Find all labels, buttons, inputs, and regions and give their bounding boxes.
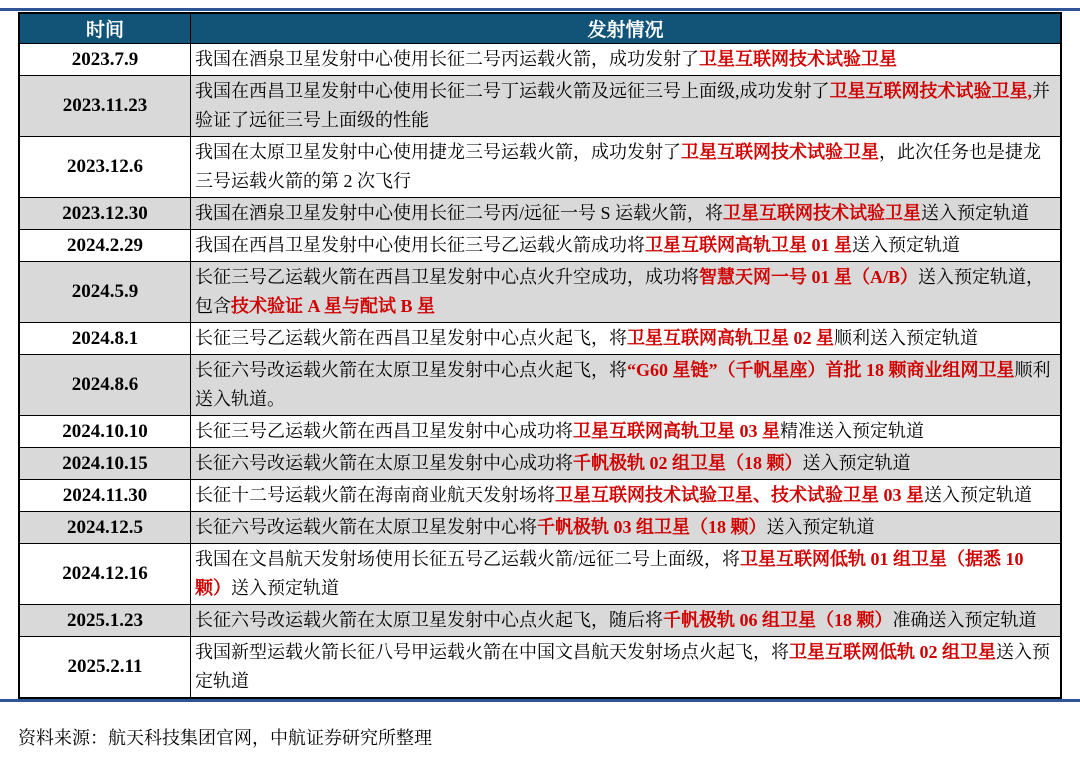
plain-text: 我国在西昌卫星发射中心使用长征三号乙运载火箭成功将 <box>195 235 645 255</box>
table-row <box>19 416 1061 448</box>
plain-text: 我国在酒泉卫星发射中心使用长征二号丙运载火箭，成功发射了 <box>195 49 699 69</box>
column-header-launch-detail: 发射情况 <box>191 13 1062 44</box>
launch-date: 2024.10.15 <box>19 448 191 480</box>
launch-date: 2025.2.11 <box>19 637 191 699</box>
launch-date: 2024.5.9 <box>19 262 191 323</box>
highlighted-satellite-text: 卫星互联网低轨 01 组卫星（据悉 10 颗） <box>195 549 1024 598</box>
plain-text: 顺利送入预定轨道 <box>834 328 978 348</box>
highlighted-satellite-text: 千帆极轨 03 组卫星（18 颗） <box>537 517 767 537</box>
plain-text: 长征六号改运载火箭在太原卫星发射中心点火起飞，将 <box>195 360 627 380</box>
highlighted-satellite-text: 卫星互联网技术试验卫星, <box>829 81 1032 101</box>
plain-text: 送入预定轨道，包含 <box>195 267 1045 316</box>
table-row <box>19 448 1061 480</box>
highlighted-satellite-text: 卫星互联网高轨卫星 02 星 <box>627 328 834 348</box>
plain-text: 我国在酒泉卫星发射中心使用长征二号丙/远征一号 S 运载火箭，将 <box>195 203 724 223</box>
table-row <box>19 637 1061 699</box>
table-row <box>19 605 1061 637</box>
launch-detail <box>191 262 1062 323</box>
launch-detail <box>191 198 1062 230</box>
table-header <box>19 13 1061 44</box>
launch-date: 2024.8.6 <box>19 355 191 416</box>
launch-detail <box>191 416 1062 448</box>
table-row <box>19 44 1061 76</box>
table-row <box>19 76 1061 137</box>
launch-date: 2023.12.30 <box>19 198 191 230</box>
launch-detail <box>191 323 1062 355</box>
highlighted-satellite-text: “G60 星链”（千帆星座）首批 18 颗商业组网卫星 <box>627 360 1015 380</box>
launch-date: 2024.12.16 <box>19 544 191 605</box>
table-row <box>19 355 1061 416</box>
plain-text: 并验证了远征三号上面级的性能 <box>195 81 1050 130</box>
plain-text: 送入预定轨道 <box>231 578 339 598</box>
column-header-time: 时间 <box>19 13 191 44</box>
highlighted-satellite-text: 卫星互联网低轨 02 组卫星 <box>789 642 996 662</box>
launch-date: 2024.8.1 <box>19 323 191 355</box>
plain-text: 长征十二号运载火箭在海南商业航天发射场将 <box>195 485 555 505</box>
plain-text: 顺利送入轨道。 <box>195 360 1051 409</box>
header-row <box>19 13 1061 44</box>
launch-detail <box>191 480 1062 512</box>
table-row <box>19 198 1061 230</box>
launch-detail <box>191 637 1062 699</box>
launch-date: 2023.7.9 <box>19 44 191 76</box>
launch-date: 2024.2.29 <box>19 230 191 262</box>
highlighted-satellite-text: 智慧天网一号 01 星（A/B） <box>699 267 919 287</box>
table-row <box>19 323 1061 355</box>
plain-text: 我国在太原卫星发射中心使用捷龙三号运载火箭，成功发射了 <box>195 142 681 162</box>
bottom-divider-line <box>0 699 1080 702</box>
plain-text: 长征六号改运载火箭在太原卫星发射中心点火起飞，随后将 <box>195 610 663 630</box>
launch-detail <box>191 448 1062 480</box>
highlighted-satellite-text: 卫星互联网技术试验卫星 <box>723 203 922 223</box>
plain-text: 长征六号改运载火箭在太原卫星发射中心将 <box>195 517 537 537</box>
highlighted-satellite-text: 卫星互联网技术试验卫星 <box>681 142 879 162</box>
plain-text: 送入预定轨道 <box>852 235 960 255</box>
launch-detail <box>191 544 1062 605</box>
launch-detail <box>191 355 1062 416</box>
table-row <box>19 137 1061 198</box>
plain-text: 准确送入预定轨道 <box>892 610 1037 630</box>
source-note: 资料来源：航天科技集团官网，中航证券研究所整理 <box>18 728 432 748</box>
plain-text: 长征六号改运载火箭在太原卫星发射中心成功将 <box>195 453 573 473</box>
plain-text: 我国新型运载火箭长征八号甲运载火箭在中国文昌航天发射场点火起飞，将 <box>195 642 789 662</box>
table-row <box>19 480 1061 512</box>
highlighted-satellite-text: 技术验证 A 星与配试 B 星 <box>231 296 436 316</box>
satellite-launch-table <box>18 12 1062 699</box>
launch-date: 2024.10.10 <box>19 416 191 448</box>
launch-detail <box>191 44 1062 76</box>
launch-date: 2023.12.6 <box>19 137 191 198</box>
launch-detail <box>191 605 1062 637</box>
launch-date: 2024.12.5 <box>19 512 191 544</box>
plain-text: 长征三号乙运载火箭在西昌卫星发射中心点火起飞，将 <box>195 328 627 348</box>
table-body <box>19 44 1061 699</box>
plain-text: 送入预定轨道 <box>924 485 1032 505</box>
highlighted-satellite-text: 卫星互联网技术试验卫星、技术试验卫星 03 星 <box>555 485 924 505</box>
plain-text: 长征三号乙运载火箭在西昌卫星发射中心成功将 <box>195 421 573 441</box>
plain-text: 精准送入预定轨道 <box>780 421 924 441</box>
highlighted-satellite-text: 卫星互联网技术试验卫星 <box>699 49 897 69</box>
launch-date: 2023.11.23 <box>19 76 191 137</box>
launch-detail <box>191 137 1062 198</box>
launch-detail <box>191 512 1062 544</box>
plain-text: 我国在文昌航天发射场使用长征五号乙运载火箭/远征二号上面级，将 <box>195 549 740 569</box>
highlighted-satellite-text: 卫星互联网高轨卫星 01 星 <box>645 235 852 255</box>
plain-text: 送入预定轨道 <box>766 517 875 537</box>
plain-text: 送入预定轨道 <box>802 453 911 473</box>
highlighted-satellite-text: 千帆极轨 02 组卫星（18 颗） <box>573 453 803 473</box>
plain-text: ，此次任务也是捷龙三号运载火箭的第 2 次飞行 <box>195 142 1041 191</box>
plain-text: 我国在西昌卫星发射中心使用长征二号丁运载火箭及远征三号上面级,成功发射了 <box>195 81 830 101</box>
table-row <box>19 544 1061 605</box>
table-row <box>19 512 1061 544</box>
plain-text: 送入预定轨道 <box>921 203 1030 223</box>
launch-detail <box>191 76 1062 137</box>
highlighted-satellite-text: 卫星互联网高轨卫星 03 星 <box>573 421 780 441</box>
launch-detail <box>191 230 1062 262</box>
plain-text: 送入预定轨道 <box>195 642 1050 691</box>
plain-text: 长征三号乙运载火箭在西昌卫星发射中心点火升空成功，成功将 <box>195 267 699 287</box>
top-divider-line <box>0 8 1080 11</box>
highlighted-satellite-text: 千帆极轨 06 组卫星（18 颗） <box>663 610 893 630</box>
table-row <box>19 230 1061 262</box>
launch-date: 2024.11.30 <box>19 480 191 512</box>
launch-date: 2025.1.23 <box>19 605 191 637</box>
table-row <box>19 262 1061 323</box>
